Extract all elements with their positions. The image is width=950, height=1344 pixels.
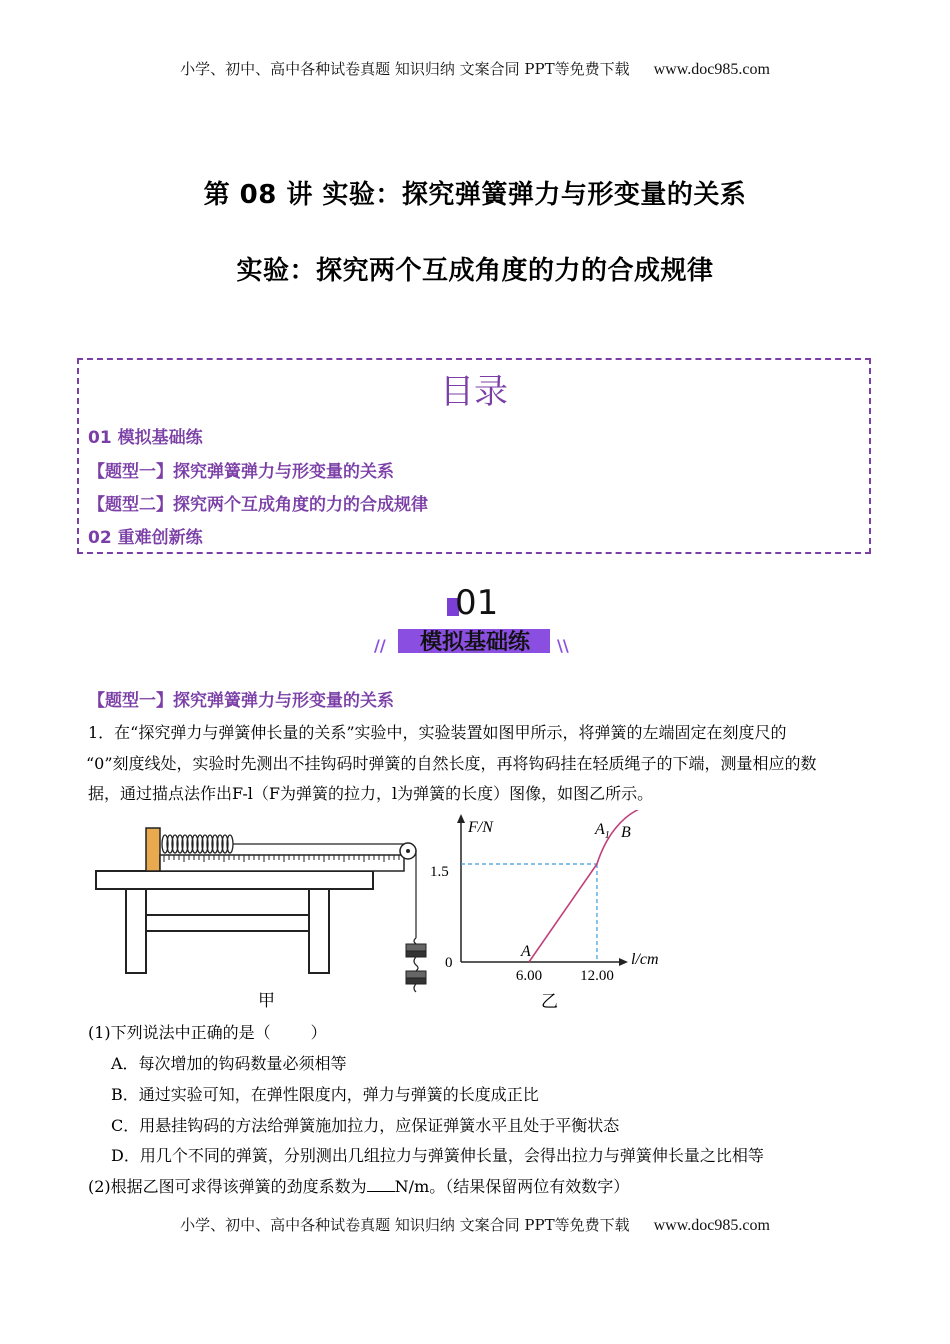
option-c[interactable]: C．用悬挂钩码的方法给弹簧施加拉力，应保证弹簧水平且处于平衡状态 <box>111 1116 620 1135</box>
table-leg-right <box>309 889 329 973</box>
weight-1-top <box>406 944 426 951</box>
sub-question-1-prompt-end: ） <box>310 1023 327 1042</box>
x-axis-arrow <box>619 958 628 966</box>
header-text: 小学、初中、高中各种试卷真题 知识归纳 文案合同 PPT等免费下载 <box>180 60 630 78</box>
spring <box>162 835 233 853</box>
question-line-2: “0”刻度线处，实验时先测出不挂钩码时弹簧的自然长度，再将钩码挂在轻质绳子的下端，测量相应的数 <box>86 754 817 773</box>
figure-label-right: 乙 <box>541 992 558 1011</box>
question-line-1: 1．在“探究弹力与弹簧伸长量的关系”实验中，实验装置如图甲所示，将弹簧的左端固定在刻度尺的 <box>88 723 787 742</box>
answer-blank[interactable] <box>367 1175 395 1192</box>
f-l-chart <box>425 810 685 1015</box>
weight-1-bottom <box>406 951 426 957</box>
question-line-3: 据，通过描点法作出F-l（F为弹簧的拉力，l为弹簧的长度）图像，如图乙所示。 <box>88 784 654 803</box>
y-axis-label: F/N <box>468 819 493 836</box>
y-axis-arrow <box>457 814 465 823</box>
point-label-a1: $A_1$ <box>594 821 610 842</box>
toc-item-type-one[interactable]: 【题型一】探究弹簧弹力与形变量的关系 <box>88 462 394 482</box>
footer-url[interactable]: www.doc985.com <box>653 1217 770 1234</box>
toc-item-basic[interactable]: 01 模拟基础练 <box>88 428 203 448</box>
svg-text:F/N <box>467 819 494 836</box>
page-header <box>0 58 950 79</box>
x-tick-label: 12.00 <box>580 968 614 984</box>
sub-question-2-before: (2)根据乙图可求得该弹簧的劲度系数为 <box>88 1177 367 1196</box>
sub-question-1-prompt: (1)下列说法中正确的是（ <box>88 1023 271 1042</box>
toc-heading: 目录 <box>440 372 508 412</box>
point-label-b: B <box>621 824 631 841</box>
page-footer <box>0 1214 950 1235</box>
x-tick-label: 6.00 <box>515 968 543 984</box>
ruler <box>160 855 404 871</box>
figure-label-left: 甲 <box>258 991 275 1010</box>
origin-label: 0 <box>445 955 453 971</box>
footer-text: 小学、初中、高中各种试卷真题 知识归纳 文案合同 PPT等免费下载 <box>180 1216 630 1234</box>
point-label-a: A <box>520 943 531 960</box>
apparatus-figure <box>90 818 430 1013</box>
header-url[interactable]: www.doc985.com <box>653 61 770 78</box>
section-left-slash: // <box>374 636 386 655</box>
option-a[interactable]: A．每次增加的钩码数量必须相等 <box>111 1054 347 1073</box>
lecture-subtitle: 实验：探究两个互成角度的力的合成规律 <box>236 256 714 286</box>
table-top <box>96 871 373 889</box>
section-number: 01 <box>455 583 499 623</box>
sub-question-1 <box>88 1020 327 1043</box>
section-right-slash: \\ <box>557 636 569 655</box>
y-tick-label: 1.5 <box>430 864 449 880</box>
sub-question-2-after: N/m。（结果保留两位有效数字） <box>394 1177 630 1196</box>
table-leg-left <box>126 889 146 973</box>
x-axis-label: l/cm <box>631 951 659 968</box>
weight-2-bottom <box>406 978 426 984</box>
weight-2-top <box>406 971 426 978</box>
toc-item-type-two[interactable]: 【题型二】探究两个互成角度的力的合成规律 <box>88 495 428 515</box>
fixed-block <box>146 828 160 871</box>
option-b[interactable]: B．通过实验可知，在弹性限度内，弹力与弹簧的长度成正比 <box>111 1085 539 1104</box>
question-type-title: 【题型一】探究弹簧弹力与形变量的关系 <box>88 691 394 711</box>
sub-question-2 <box>88 1174 629 1197</box>
section-title: 模拟基础练 <box>419 630 530 655</box>
table-crossbar <box>146 915 309 931</box>
lecture-title: 第 08 讲 实验：探究弹簧弹力与形变量的关系 <box>203 180 747 210</box>
toc-item-advanced[interactable]: 02 重难创新练 <box>88 528 203 548</box>
option-d[interactable]: D．用几个不同的弹簧，分别测出几组拉力与弹簧伸长量，会得出拉力与弹簧伸长量之比相等 <box>111 1146 764 1165</box>
